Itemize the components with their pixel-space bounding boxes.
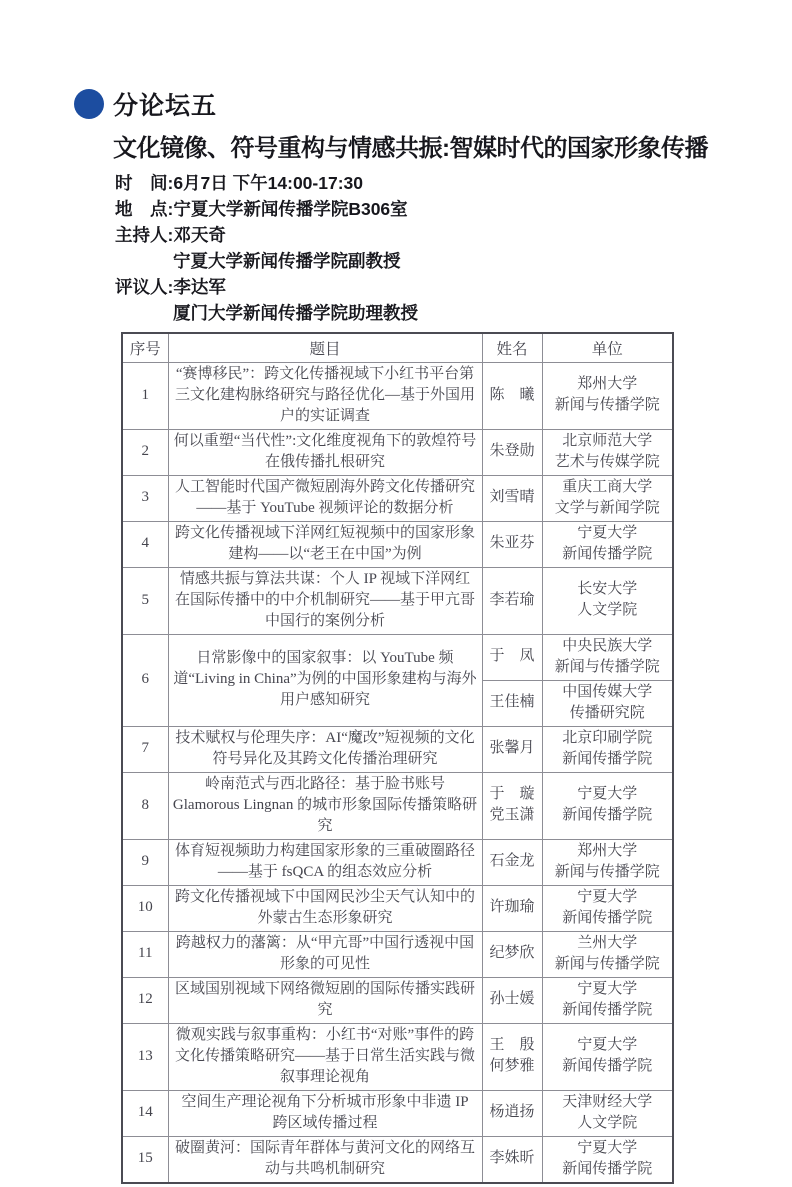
institution-line: 新闻传播学院 xyxy=(562,1160,653,1177)
institution-line: 新闻传播学院 xyxy=(562,1058,653,1074)
table-row xyxy=(122,521,673,567)
institution-line: 新闻与传播学院 xyxy=(554,863,660,880)
presenter-name: 张馨月 xyxy=(489,740,535,756)
presenter-name: 李姝昕 xyxy=(489,1150,535,1166)
presenter-name-cell xyxy=(482,362,542,429)
table-row xyxy=(122,362,673,429)
meta-time: 时 间:6月7日 下午14:00-17:30 xyxy=(115,173,363,193)
table-row xyxy=(122,772,673,839)
row-number-cell: 9 xyxy=(122,839,168,885)
presenter-name: 王 殷 xyxy=(489,1037,535,1053)
table-row xyxy=(122,977,673,1023)
meta-block xyxy=(115,170,418,326)
presenter-name: 刘雪晴 xyxy=(489,489,535,505)
institution-cell xyxy=(542,521,673,567)
meta-location: 地 点:宁夏大学新闻传播学院B306室 xyxy=(115,199,408,219)
institution-cell xyxy=(542,680,673,726)
presenter-name-cell xyxy=(482,634,542,680)
forum-title: 文化镜像、符号重构与情感共振:智媒时代的国家形象传播 xyxy=(113,135,708,162)
institution-line: 中央民族大学 xyxy=(562,637,653,654)
row-number-cell: 15 xyxy=(122,1136,168,1183)
row-number-cell: 6 xyxy=(122,634,168,726)
table-header-row xyxy=(122,333,673,362)
presenter-name: 纪梦欣 xyxy=(489,945,535,961)
table-row xyxy=(122,931,673,977)
column-header-title: 题目 xyxy=(168,333,482,362)
institution-line: 宁夏大学 xyxy=(577,1037,638,1053)
presenter-name-cell xyxy=(482,977,542,1023)
presenter-name-cell xyxy=(482,1090,542,1136)
presenter-name: 党玉潇 xyxy=(489,807,535,823)
presenter-name: 杨逍扬 xyxy=(489,1104,535,1120)
presenter-name: 朱登勋 xyxy=(489,443,535,459)
institution-line: 新闻传播学院 xyxy=(562,545,653,562)
institution-cell xyxy=(542,1136,673,1183)
table-row xyxy=(122,885,673,931)
institution-line: 天津财经大学 xyxy=(562,1093,653,1110)
institution-line: 新闻与传播学院 xyxy=(554,955,660,972)
presenter-name-cell xyxy=(482,429,542,475)
institution-line: 长安大学 xyxy=(577,581,638,597)
institution-cell xyxy=(542,772,673,839)
institution-line: 人文学院 xyxy=(577,602,638,618)
institution-cell xyxy=(542,885,673,931)
institution-line: 北京印刷学院 xyxy=(562,729,653,746)
presenter-name: 何梦雅 xyxy=(489,1058,535,1074)
institution-line: 郑州大学 xyxy=(577,376,638,392)
row-number-cell: 7 xyxy=(122,726,168,772)
institution-cell xyxy=(542,362,673,429)
presenter-name-cell xyxy=(482,567,542,634)
meta-host: 主持人:邓天奇 xyxy=(115,225,226,245)
row-number-cell: 13 xyxy=(122,1023,168,1090)
row-number-cell: 1 xyxy=(122,362,168,429)
meta-discussant-affiliation: 厦门大学新闻传播学院助理教授 xyxy=(173,303,418,323)
row-number-cell: 2 xyxy=(122,429,168,475)
paper-title-cell: 跨文化传播视域下洋网红短视频中的国家形象建构——以“老王在中国”为例 xyxy=(168,521,482,567)
institution-line: 郑州大学 xyxy=(577,842,638,859)
institution-line: 宁夏大学 xyxy=(577,888,638,905)
institution-cell xyxy=(542,634,673,680)
bullet-circle-icon xyxy=(74,89,104,119)
presenter-name: 许珈瑜 xyxy=(489,899,535,915)
schedule-table-wrap xyxy=(121,332,674,1184)
paper-title-cell: 区域国别视域下网络微短剧的国际传播实践研究 xyxy=(168,977,482,1023)
institution-line: 传播研究院 xyxy=(569,704,645,721)
presenter-name-cell xyxy=(482,521,542,567)
presenter-name-cell xyxy=(482,726,542,772)
presenter-name: 于 璇 xyxy=(489,786,535,802)
row-number-cell: 14 xyxy=(122,1090,168,1136)
presenter-name-cell xyxy=(482,1023,542,1090)
institution-line: 宁夏大学 xyxy=(577,1139,638,1156)
paper-title-cell: 日常影像中的国家叙事：以 YouTube 频道“Living in China”为例的中国形象建构与海外用户感知研究 xyxy=(168,634,482,726)
column-header-no: 序号 xyxy=(122,333,168,362)
institution-line: 新闻传播学院 xyxy=(562,750,653,767)
institution-line: 中国传媒大学 xyxy=(562,683,653,700)
institution-line: 宁夏大学 xyxy=(577,786,638,802)
institution-line: 人文学院 xyxy=(577,1114,638,1131)
presenter-name-cell xyxy=(482,931,542,977)
paper-title-cell: 技术赋权与伦理失序：AI“魔改”短视频的文化符号异化及其跨文化传播治理研究 xyxy=(168,726,482,772)
row-number-cell: 11 xyxy=(122,931,168,977)
institution-line: 新闻与传播学院 xyxy=(554,397,660,413)
row-number-cell: 10 xyxy=(122,885,168,931)
institution-line: 新闻传播学院 xyxy=(562,909,653,926)
institution-line: 新闻与传播学院 xyxy=(554,658,660,675)
presenter-name: 孙士媛 xyxy=(489,991,535,1007)
row-number-cell: 5 xyxy=(122,567,168,634)
institution-line: 新闻传播学院 xyxy=(562,1001,653,1018)
table-row xyxy=(122,1023,673,1090)
institution-line: 兰州大学 xyxy=(577,934,638,951)
presenter-name: 李若瑜 xyxy=(489,591,535,608)
table-row xyxy=(122,1136,673,1183)
institution-cell xyxy=(542,1023,673,1090)
table-row xyxy=(122,726,673,772)
institution-cell xyxy=(542,475,673,521)
paper-title-cell: 人工智能时代国产微短剧海外跨文化传播研究——基于 YouTube 视频评论的数据分析 xyxy=(168,475,482,521)
paper-title-cell: 何以重塑“当代性”:文化维度视角下的敦煌符号在俄传播扎根研究 xyxy=(168,429,482,475)
institution-line: 宁夏大学 xyxy=(577,524,638,541)
row-number-cell: 3 xyxy=(122,475,168,521)
paper-title-cell: 跨文化传播视域下中国网民沙尘天气认知中的外蒙古生态形象研究 xyxy=(168,885,482,931)
presenter-name: 王佳楠 xyxy=(489,694,535,710)
presenter-name: 于 凤 xyxy=(489,648,535,664)
section-header xyxy=(74,86,217,122)
institution-cell xyxy=(542,1090,673,1136)
paper-title-cell: “赛博移民”：跨文化传播视域下小红书平台第三文化建构脉络研究与路径优化—基于外国用户的实证调查 xyxy=(168,362,482,429)
paper-title-cell: 微观实践与叙事重构：小红书“对账”事件的跨文化传播策略研究——基于日常生活实践与微叙事理论视角 xyxy=(168,1023,482,1090)
institution-line: 新闻传播学院 xyxy=(562,807,653,823)
presenter-name: 陈 曦 xyxy=(489,386,535,403)
presenter-name-cell xyxy=(482,1136,542,1183)
institution-line: 重庆工商大学 xyxy=(562,478,653,495)
presenter-name-cell xyxy=(482,772,542,839)
meta-discussant: 评议人:李达军 xyxy=(115,277,226,297)
presenter-name-cell xyxy=(482,475,542,521)
table-row xyxy=(122,1090,673,1136)
institution-cell xyxy=(542,726,673,772)
table-row xyxy=(122,567,673,634)
presenter-name: 朱亚芬 xyxy=(489,535,535,551)
institution-cell xyxy=(542,977,673,1023)
paper-title-cell: 跨越权力的藩篱：从“甲亢哥”中国行透视中国形象的可见性 xyxy=(168,931,482,977)
schedule-table xyxy=(121,332,674,1184)
paper-title-cell: 情感共振与算法共谋：个人 IP 视域下洋网红在国际传播中的中介机制研究——基于甲亢哥中国行的案例分析 xyxy=(168,567,482,634)
presenter-name-cell xyxy=(482,680,542,726)
presenter-name: 石金龙 xyxy=(489,853,535,869)
institution-cell xyxy=(542,839,673,885)
institution-line: 宁夏大学 xyxy=(577,980,638,997)
table-row xyxy=(122,634,673,680)
institution-line: 艺术与传媒学院 xyxy=(554,453,660,470)
institution-cell xyxy=(542,567,673,634)
row-number-cell: 12 xyxy=(122,977,168,1023)
row-number-cell: 8 xyxy=(122,772,168,839)
meta-host-affiliation: 宁夏大学新闻传播学院副教授 xyxy=(173,251,401,271)
row-number-cell: 4 xyxy=(122,521,168,567)
institution-line: 北京师范大学 xyxy=(562,432,653,449)
paper-title-cell: 破圈黄河：国际青年群体与黄河文化的网络互动与共鸣机制研究 xyxy=(168,1136,482,1183)
paper-title-cell: 岭南范式与西北路径：基于脸书账号 Glamorous Lingnan 的城市形象国际传播策略研究 xyxy=(168,772,482,839)
institution-line: 文学与新闻学院 xyxy=(554,499,660,516)
section-label: 分论坛五 xyxy=(113,92,218,120)
presenter-name-cell xyxy=(482,839,542,885)
column-header-unit: 单位 xyxy=(542,333,673,362)
presenter-name-cell xyxy=(482,885,542,931)
paper-title-cell: 体育短视频助力构建国家形象的三重破圈路径——基于 fsQCA 的组态效应分析 xyxy=(168,839,482,885)
column-header-name: 姓名 xyxy=(482,333,542,362)
table-row xyxy=(122,429,673,475)
table-row xyxy=(122,475,673,521)
table-row xyxy=(122,839,673,885)
paper-title-cell: 空间生产理论视角下分析城市形象中非遗 IP 跨区域传播过程 xyxy=(168,1090,482,1136)
institution-cell xyxy=(542,931,673,977)
institution-cell xyxy=(542,429,673,475)
